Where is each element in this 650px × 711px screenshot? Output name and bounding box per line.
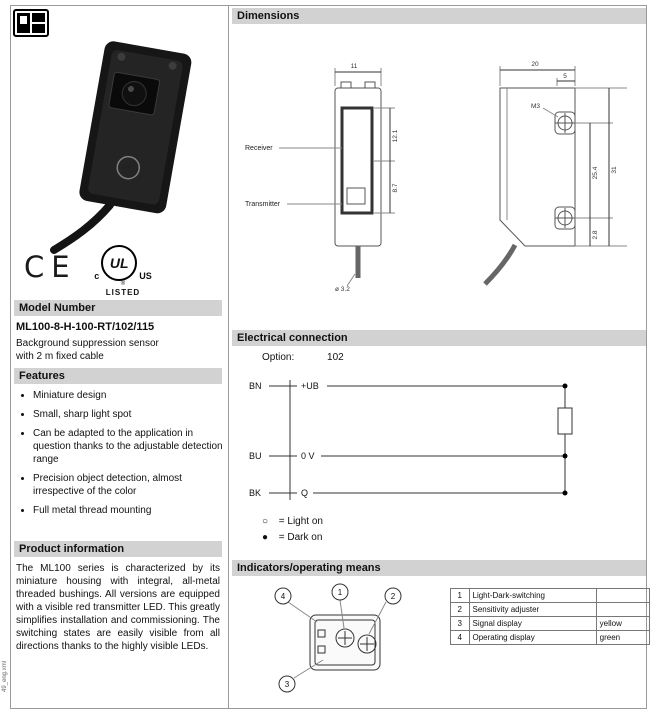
wire-signal-q: Q: [301, 488, 309, 498]
model-description-line2: with 2 m fixed cable: [16, 351, 104, 362]
section-header-product-information: Product information: [14, 541, 222, 557]
wire-code-bu: BU: [249, 451, 262, 461]
photo-sensor-body: [78, 40, 193, 215]
section-header-features: Features: [14, 368, 222, 384]
dim-cable-diameter: ø 3.2: [335, 286, 350, 293]
feature-item: • Can be adapted to the application in question thanks to the adjustable detection range: [33, 427, 231, 466]
feature-item: • Full metal thread mounting: [33, 504, 231, 517]
dimensions-front-view: [279, 68, 395, 286]
electrical-option-row: [262, 352, 344, 364]
legend-light-on: [262, 516, 323, 528]
label-transmitter: Transmitter: [245, 201, 281, 208]
section-header-model-number: Model Number: [14, 300, 222, 316]
label-hole-thread: M3: [531, 103, 541, 110]
dim-side-bottom: 2.8: [592, 230, 599, 240]
column-divider: [228, 5, 229, 709]
label-receiver: Receiver: [245, 145, 273, 152]
wire-code-bk: BK: [249, 488, 262, 498]
legend-dark-on: [262, 532, 322, 544]
product-information-text: The ML100 series is characterized by its miniature housing with integral, all-metal threaded bushings. All versions are equipped with a visible red transmitter LED. This greatly simplifies installation and commissioning. The switching states are easily visible from all directions thanks to the highly visible LEDs.: [16, 563, 220, 652]
feature-item: • Miniature design: [33, 389, 231, 402]
table-row: [451, 589, 650, 603]
light-on-symbol: ○: [262, 516, 269, 527]
table-row: [451, 617, 650, 631]
junction-dot: [563, 384, 568, 389]
section-header-electrical-connection: Electrical connection: [232, 330, 646, 346]
indicators-drawing: [255, 580, 435, 700]
indicator-num: 3: [451, 617, 470, 631]
indicator-label: Light-Dark-switching: [469, 589, 596, 603]
dim-side-total-height: 31: [611, 166, 618, 174]
callout-number-3: 3: [284, 680, 290, 689]
dim-side-width: 20: [531, 61, 539, 68]
indicator-label: Operating display: [469, 631, 596, 645]
indicator-num: 4: [451, 631, 470, 645]
dim-front-lower: 8.7: [392, 183, 399, 193]
model-description-line1: Background suppression sensor: [16, 338, 159, 349]
features-list: [18, 389, 231, 523]
model-number-value: ML100-8-H-100-RT/102/115: [16, 321, 155, 333]
junction-dot: [563, 491, 568, 496]
indicators-table: [450, 588, 650, 645]
light-on-text: = Light on: [278, 516, 323, 527]
callout-number-2: 2: [390, 592, 396, 601]
photo-ul-text: UL: [122, 162, 135, 174]
wire-code-bn: BN: [249, 381, 262, 391]
frame-bottom: [10, 708, 647, 709]
wiring-diagram: [235, 368, 615, 508]
table-row: [451, 631, 650, 645]
dimensions-side-view: [485, 66, 627, 284]
ul-c-label: c: [94, 271, 100, 281]
wire-signal-0v: 0 V: [301, 451, 315, 461]
indicator-value: green: [596, 631, 649, 645]
frame-top: [10, 5, 647, 6]
indicator-value: [596, 603, 649, 617]
callout-number-4: 4: [280, 592, 286, 601]
dim-side-between-holes: 25.4: [592, 166, 599, 180]
dark-on-symbol: ●: [262, 532, 269, 543]
indicator-num: 2: [451, 603, 470, 617]
indicator-label: Sensitivity adjuster: [469, 603, 596, 617]
photo-cable: [54, 205, 110, 250]
product-photo: [38, 20, 220, 258]
indicator-num: 1: [451, 589, 470, 603]
feature-item: • Precision object detection, almost irrespective of the color: [33, 472, 231, 498]
dim-front-width: 11: [350, 63, 358, 70]
dark-on-text: = Dark on: [278, 532, 323, 543]
section-header-dimensions: Dimensions: [232, 8, 646, 24]
ul-us-label: US: [139, 271, 152, 281]
wiring-lines: [269, 380, 572, 500]
option-value: 102: [327, 352, 344, 363]
ul-logo: [88, 245, 158, 297]
junction-dot: [563, 454, 568, 459]
dimensions-drawing: [235, 28, 645, 324]
table-row: [451, 603, 650, 617]
callout-number-1: 1: [337, 588, 343, 597]
dim-side-offset: 5: [563, 73, 567, 80]
section-header-indicators: Indicators/operating means: [232, 560, 646, 576]
option-label: Option:: [262, 352, 295, 363]
ce-mark: CE: [24, 250, 77, 284]
dim-front-upper: 12.1: [392, 129, 399, 143]
feature-item: • Small, sharp light spot: [33, 408, 231, 421]
indicator-label: Signal display: [469, 617, 596, 631]
frame-left: [10, 5, 11, 709]
indicator-value: [596, 589, 649, 603]
ul-circle: UL: [101, 245, 137, 281]
ul-registered-symbol: ®: [120, 281, 126, 287]
ul-listed-label: LISTED: [105, 288, 141, 297]
indicator-value: yellow: [596, 617, 649, 631]
document-code: 49_eng.xml: [2, 660, 8, 692]
wire-signal-ub: +UB: [301, 381, 319, 391]
indicator-body: [288, 600, 386, 678]
